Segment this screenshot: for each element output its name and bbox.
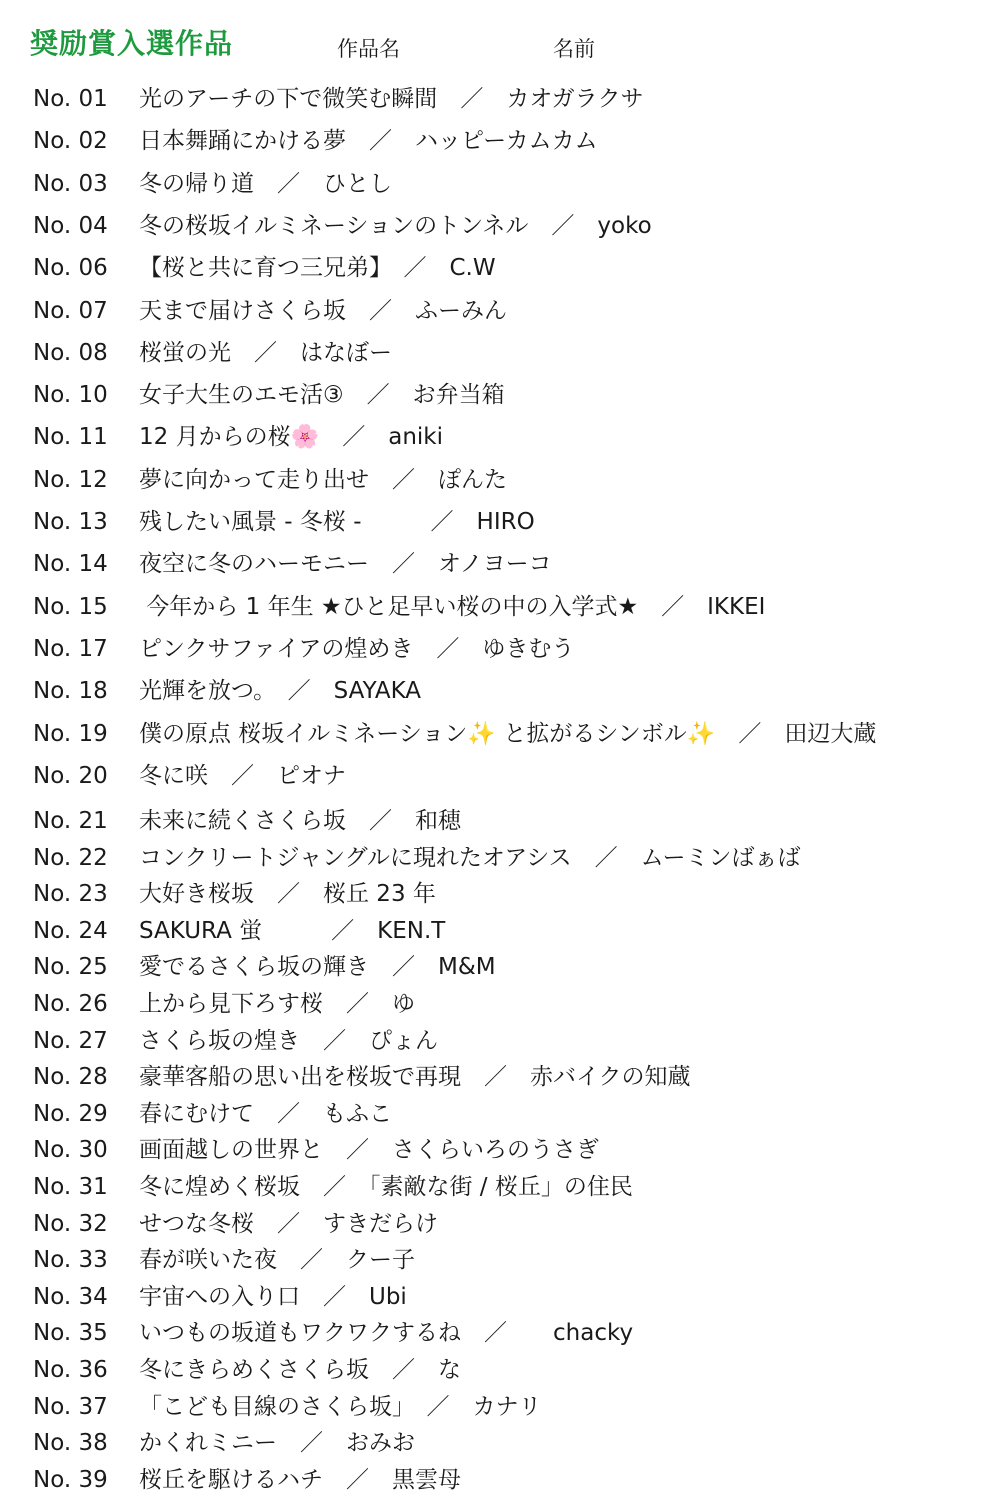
entry-number: No. 22 xyxy=(33,844,108,871)
entry-text xyxy=(139,124,598,158)
entry-work-title: 日本舞踊にかける夢 xyxy=(139,128,346,155)
entry-work-title: 12 月からの桜🌸 xyxy=(139,424,320,451)
entry-text xyxy=(139,914,445,948)
entry-number: No. 30 xyxy=(33,1137,108,1164)
entry-text xyxy=(139,505,535,539)
entry-text xyxy=(139,950,496,984)
entry-text xyxy=(139,717,876,751)
entry-author-name: chacky xyxy=(553,1320,634,1347)
entry-separator: ／ xyxy=(369,466,438,493)
entry-number: No. 32 xyxy=(33,1210,108,1237)
entry-number: No. 36 xyxy=(33,1357,108,1383)
entry-number: No. 14 xyxy=(33,551,108,578)
entry-author-name: カナリ xyxy=(472,1393,542,1420)
entry-text xyxy=(139,294,507,328)
entry-separator: ／ xyxy=(413,635,483,662)
entry-text xyxy=(139,547,552,581)
entry-number: No. 03 xyxy=(33,170,108,197)
entry-separator: ／ xyxy=(323,1466,392,1493)
entry-separator: ／ xyxy=(262,917,378,944)
entry-work-title: 冬に煌めく桜坂 xyxy=(139,1174,300,1200)
entry-number: No. 35 xyxy=(33,1320,108,1347)
entry-separator: ／ xyxy=(346,128,415,155)
entry-number: No. 29 xyxy=(33,1100,108,1127)
entry-text xyxy=(139,82,644,116)
entry-text xyxy=(139,1280,407,1314)
entry-author-name: KEN.T xyxy=(377,917,446,944)
entry-separator: ／ xyxy=(254,170,323,197)
page-header xyxy=(0,0,998,80)
entry-work-title: 残したい風景 - 冬桜 - xyxy=(139,509,362,535)
entry-author-name: おみお xyxy=(346,1430,415,1457)
entry-separator: ／ xyxy=(571,844,641,871)
entry-separator: ／ xyxy=(323,1137,392,1164)
entry-author-name: ムーミンばぁば xyxy=(640,844,801,871)
entry-text xyxy=(139,1316,633,1350)
entry-author-name: Ubi xyxy=(369,1283,407,1310)
entry-author-name: aniki xyxy=(388,424,443,451)
entry-work-title: 女子大生のエモ活③ xyxy=(139,382,344,409)
entry-author-name: 和穂 xyxy=(415,808,461,834)
entry-text xyxy=(139,759,346,793)
entry-author-name: M&M xyxy=(438,954,496,981)
entry-number: No. 12 xyxy=(33,466,108,493)
entry-work-title: 冬にきらめくさくら坂 xyxy=(139,1357,369,1383)
entry-separator: ／ xyxy=(403,1393,473,1420)
entry-text xyxy=(139,1463,461,1497)
entry-text xyxy=(139,1243,415,1277)
entry-work-title: 上から見下ろす桜 xyxy=(139,991,323,1017)
entry-separator: ／ xyxy=(277,1247,346,1274)
entry-number: No. 23 xyxy=(33,881,108,908)
entry-author-name: HIRO xyxy=(476,509,535,535)
entry-separator: ／ xyxy=(264,678,334,705)
entry-work-title: 春が咲いた夜 xyxy=(139,1247,277,1274)
entry-number: No. 33 xyxy=(33,1247,108,1274)
entry-work-title: 冬に咲 xyxy=(139,762,208,789)
entry-number: No. 07 xyxy=(33,297,108,324)
entry-number: No. 19 xyxy=(33,720,108,747)
entry-separator: ／ xyxy=(437,86,507,112)
entry-author-name: クー子 xyxy=(346,1247,415,1274)
entry-number: No. 25 xyxy=(33,954,108,981)
entry-text xyxy=(139,1024,438,1058)
entry-separator: ／ xyxy=(254,1210,323,1237)
entry-separator: ／ xyxy=(361,509,477,535)
entry-author-name: はなぼー xyxy=(300,339,392,366)
entry-separator: ／ xyxy=(638,593,708,620)
entry-number: No. 20 xyxy=(33,762,108,789)
entry-work-title: いつもの坂道もワクワクするね xyxy=(139,1320,461,1347)
entry-number: No. 15 xyxy=(33,593,108,620)
entry-separator: ／ xyxy=(254,881,323,908)
entry-author-name: SAYAKA xyxy=(333,678,421,705)
entry-number: No. 39 xyxy=(33,1466,108,1493)
entry-number: No. 13 xyxy=(33,509,108,535)
entry-work-title: ピンクサファイアの煌めき xyxy=(139,635,414,662)
entry-work-title: 天まで届けさくら坂 xyxy=(139,297,346,324)
entry-work-title: 冬の桜坂イルミネーションのトンネル xyxy=(139,212,529,239)
entry-work-title: 光のアーチの下で微笑む瞬間 xyxy=(139,86,438,112)
entry-separator: ／ xyxy=(715,720,785,747)
entry-text xyxy=(139,1390,542,1424)
entry-text xyxy=(139,1170,633,1204)
entry-author-name: 桜丘 23 年 xyxy=(323,881,436,908)
entry-work-title: 画面越しの世界と xyxy=(139,1137,323,1164)
entry-separator: ／ xyxy=(369,551,438,578)
entry-text xyxy=(139,841,801,875)
page-title: 奨励賞入選作品 xyxy=(30,27,234,60)
entry-text xyxy=(139,378,505,412)
entry-author-name: ふーみん xyxy=(415,297,507,324)
entry-author-name: ゆきむう xyxy=(482,635,575,662)
entry-work-title: さくら坂の煌き xyxy=(139,1027,300,1054)
entry-author-name: ゆ xyxy=(392,991,415,1017)
entry-number: No. 38 xyxy=(33,1430,108,1457)
entry-separator: ／ xyxy=(346,808,415,834)
entry-work-title: 桜丘を駆けるハチ xyxy=(139,1466,323,1493)
entry-number: No. 24 xyxy=(33,917,108,944)
entry-text xyxy=(139,987,415,1021)
entry-separator: ／ xyxy=(277,1430,346,1457)
entry-author-name: C.W xyxy=(449,255,496,282)
entry-text xyxy=(139,1097,392,1131)
entry-text xyxy=(139,463,507,497)
entry-work-title: 愛でるさくら坂の輝き xyxy=(139,954,369,981)
entry-text xyxy=(139,674,421,708)
entry-separator: ／ xyxy=(369,954,438,981)
entry-number: No. 02 xyxy=(33,128,108,155)
entry-text xyxy=(139,336,392,370)
entry-text xyxy=(139,1133,599,1167)
entry-separator: ／ xyxy=(300,1027,369,1054)
entry-number: No. 34 xyxy=(33,1283,108,1310)
entry-separator: ／ xyxy=(319,424,389,451)
entry-number: No. 17 xyxy=(33,635,108,662)
entry-number: No. 27 xyxy=(33,1027,108,1054)
entry-author-name: さくらいろのうさぎ xyxy=(392,1137,599,1164)
entry-work-title: 宇宙への入り口 xyxy=(139,1283,300,1310)
entry-number: No. 04 xyxy=(33,212,108,239)
column-header-work-title: 作品名 xyxy=(337,37,400,61)
entry-text xyxy=(139,167,392,201)
entry-text xyxy=(139,877,436,911)
entry-author-name: すきだらけ xyxy=(323,1210,438,1237)
entry-number: No. 37 xyxy=(33,1393,108,1420)
entry-author-name: ぽんた xyxy=(438,466,507,493)
entry-text xyxy=(139,1207,438,1241)
entry-author-name: な xyxy=(438,1357,461,1383)
entry-number: No. 28 xyxy=(33,1064,108,1091)
entry-separator: ／ xyxy=(380,255,450,282)
entry-number: No. 26 xyxy=(33,991,108,1017)
entry-number: No. 06 xyxy=(33,255,108,282)
entry-work-title: 「こども目線のさくら坂」 xyxy=(139,1393,404,1420)
entry-text xyxy=(139,1426,415,1460)
entry-separator: ／ xyxy=(231,339,300,366)
entry-work-title: 大好き桜坂 xyxy=(139,881,254,908)
entry-separator: ／ xyxy=(300,1283,369,1310)
entry-work-title: SAKURA 蛍 xyxy=(139,917,263,944)
entry-work-title: 冬の帰り道 xyxy=(139,170,254,197)
entry-work-title: 春にむけて xyxy=(139,1100,254,1127)
entry-work-title: 光輝を放つ。 xyxy=(139,678,265,705)
entry-work-title: 豪華客船の思い出を桜坂で再現 xyxy=(139,1064,461,1091)
entry-author-name: ピオナ xyxy=(277,762,346,789)
entry-separator: ／ xyxy=(461,1320,553,1347)
entry-work-title: かくれミニー xyxy=(139,1430,277,1457)
entry-text xyxy=(139,804,461,838)
entry-text xyxy=(139,590,765,624)
entry-number: No. 08 xyxy=(33,339,108,366)
entry-text xyxy=(139,1353,461,1387)
entry-work-title: 桜蛍の光 xyxy=(139,339,231,366)
entry-author-name: yoko xyxy=(597,212,652,239)
entry-author-name: IKKEI xyxy=(707,593,766,620)
entry-work-title: 僕の原点 桜坂イルミネーション✨ と拡がるシンボル✨ xyxy=(139,720,716,747)
entry-author-name: オノヨーコ xyxy=(438,551,552,578)
entry-work-title: コンクリートジャングルに現れたオアシス xyxy=(139,844,572,871)
entry-author-name: カオガラクサ xyxy=(506,86,644,112)
entry-work-title: せつな冬桜 xyxy=(139,1210,254,1237)
entry-author-name: 「素敵な街 / 桜丘」の住民 xyxy=(369,1174,633,1200)
column-header-name: 名前 xyxy=(553,37,595,61)
entry-author-name: お弁当箱 xyxy=(412,382,505,409)
entry-work-title: 夢に向かって走り出せ xyxy=(139,466,369,493)
entry-separator: ／ xyxy=(300,1174,369,1200)
entry-number: No. 10 xyxy=(33,382,108,409)
entry-work-title: 未来に続くさくら坂 xyxy=(139,808,346,834)
entry-separator: ／ xyxy=(528,212,598,239)
entry-separator: ／ xyxy=(254,1100,323,1127)
entry-author-name: ぴょん xyxy=(369,1027,438,1054)
entry-work-title: 【桜と共に育つ三兄弟】 xyxy=(139,255,381,282)
entry-separator: ／ xyxy=(208,762,277,789)
entry-number: No. 18 xyxy=(33,678,108,705)
entry-work-title: 今年から 1 年生 ★ひと足早い桜の中の入学式★ xyxy=(139,593,639,620)
entry-author-name: もふこ xyxy=(323,1100,392,1127)
entry-number: No. 21 xyxy=(33,808,108,834)
entry-text xyxy=(139,1060,691,1094)
entry-text xyxy=(139,632,574,666)
entry-number: No. 31 xyxy=(33,1174,108,1200)
entry-separator: ／ xyxy=(323,991,392,1017)
entry-author-name: 赤バイクの知蔵 xyxy=(530,1064,691,1091)
entry-text xyxy=(139,209,652,243)
entry-separator: ／ xyxy=(369,1357,438,1383)
entry-author-name: ひとし xyxy=(323,170,392,197)
entry-number: No. 01 xyxy=(33,86,108,112)
entry-separator: ／ xyxy=(346,297,415,324)
entry-work-title: 夜空に冬のハーモニー xyxy=(139,551,369,578)
entry-author-name: ハッピーカムカム xyxy=(415,128,598,155)
entry-separator: ／ xyxy=(343,382,413,409)
entry-separator: ／ xyxy=(461,1064,530,1091)
entry-author-name: 田辺大蔵 xyxy=(784,720,877,747)
entry-author-name: 黒雲母 xyxy=(392,1466,461,1493)
entry-text xyxy=(139,251,496,285)
entry-number: No. 11 xyxy=(33,424,108,451)
entry-text xyxy=(139,420,443,454)
